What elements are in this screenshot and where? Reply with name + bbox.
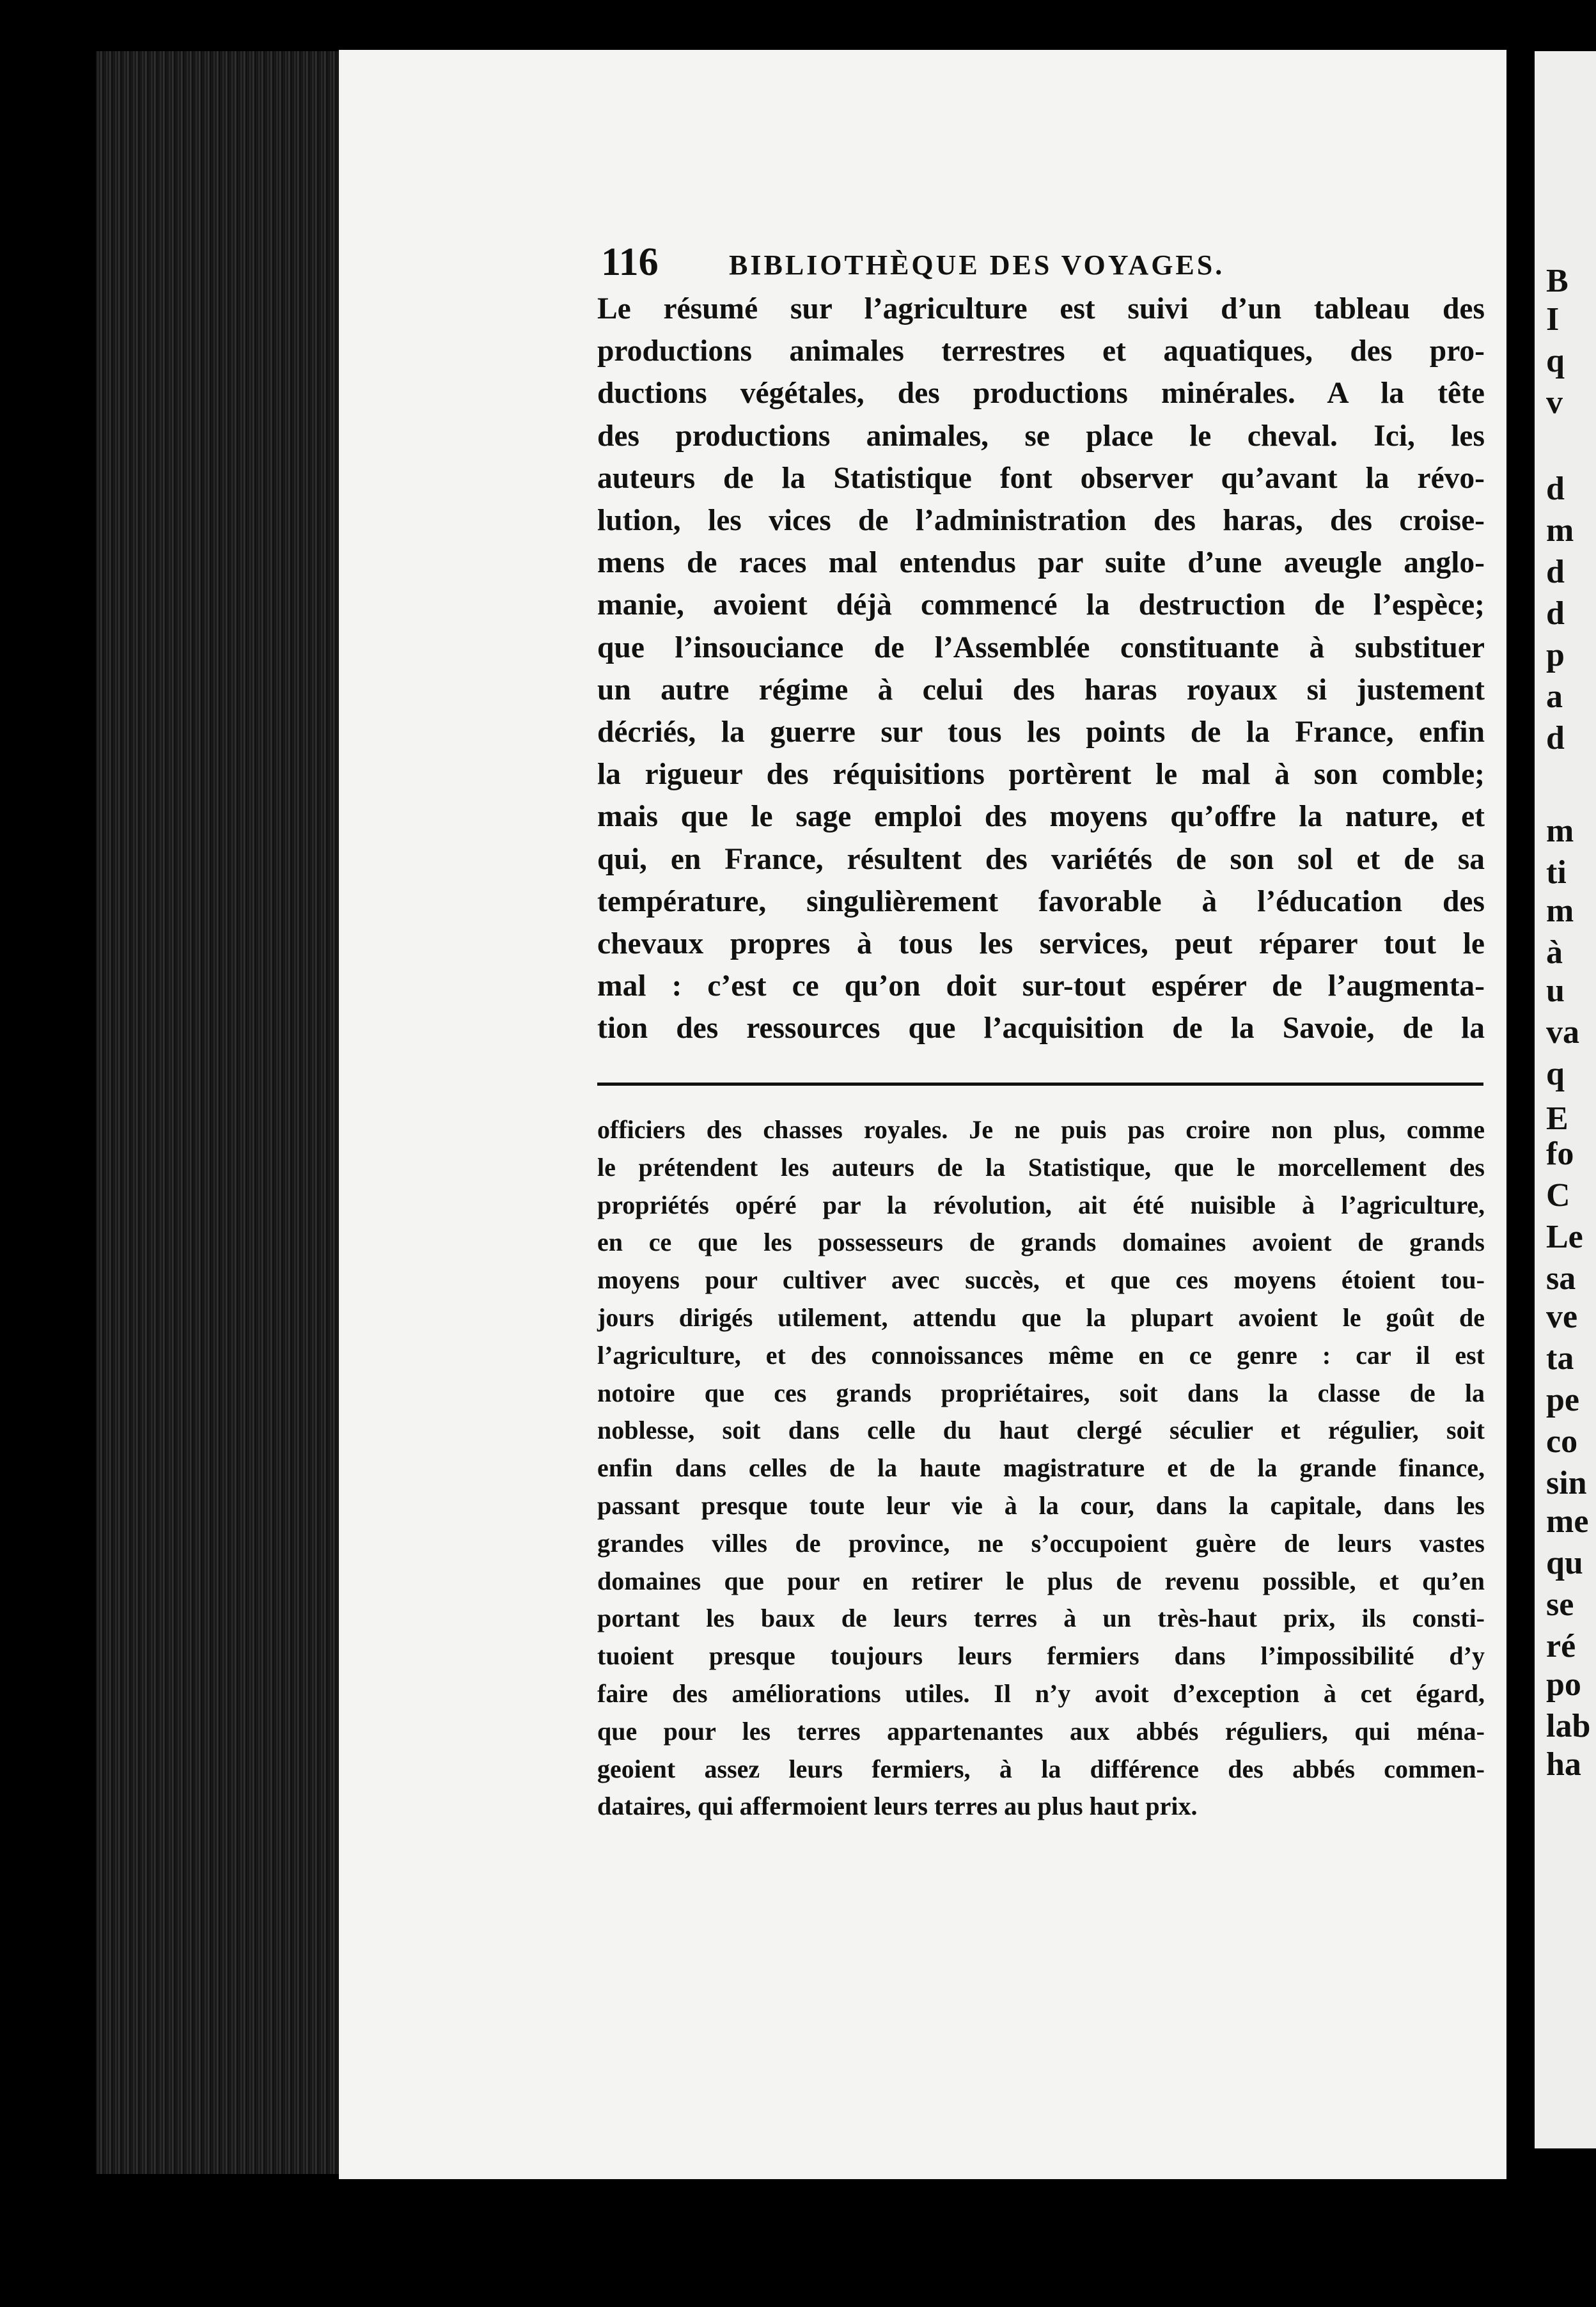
footnote-line: geoient assez leurs fermiers, à la différence des abbés commen- [597,1754,1485,1783]
footnote-rule [597,1083,1483,1086]
page-header [601,240,1362,285]
footnote-line: portant les baux de leurs terres à un très-haut prix, ils consti- [597,1604,1485,1633]
facing-page-fragment: C [1546,1177,1570,1214]
body-line: décriés, la guerre sur tous les points de la France, enfin [597,716,1485,749]
facing-page-fragment: m [1546,813,1574,849]
body-line: qui, en France, résultent des variétés de son sol et de sa [597,842,1485,876]
body-line: mal : c’est ce qu’on doit sur-tout espérer de l’augmenta- [597,969,1485,1003]
facing-page-fragment: q [1546,343,1565,379]
footnote-line: en ce que les possesseurs de grands domaines avoient de grands [597,1228,1485,1257]
footnote-line: tuoient presque toujours leurs fermiers dans l’impossibilité d’y [597,1641,1485,1671]
facing-page-fragment: E [1546,1100,1569,1137]
facing-page-fragment: v [1546,384,1563,421]
footnote-line: notoire que ces grands propriétaires, soit dans la classe de la [597,1378,1485,1407]
facing-page-fragment: pe [1546,1382,1579,1418]
footnote-line: grandes villes de province, ne s’occupoient guère de leurs vastes [597,1528,1485,1558]
body-line: lution, les vices de l’administration des haras, des croise- [597,504,1485,538]
footnote-text [597,1111,1485,1826]
facing-page-fragment: à [1546,934,1563,971]
facing-page-fragment: fo [1546,1136,1574,1172]
running-title: BIBLIOTHÈQUE DES VOYAGES. [729,249,1225,281]
facing-page-fragment: d [1546,554,1565,590]
facing-page-fragment: co [1546,1423,1578,1460]
body-line: la rigueur des réquisitions portèrent le mal à son comble; [597,758,1485,792]
facing-page-fragment: ré [1546,1628,1576,1664]
facing-page-fragment: q [1546,1056,1565,1092]
facing-page-fragment: ta [1546,1340,1574,1377]
facing-page-fragment: a [1546,678,1563,715]
footnote-line: l’agriculture, et des connoissances même en ce genre : car il est [597,1340,1485,1370]
body-line: Le résumé sur l’agriculture est suivi d’un tableau des [597,292,1485,325]
body-line: des productions animales, se place le cheval. Ici, les [597,419,1485,453]
facing-page-fragment: B [1546,263,1569,299]
footnote-line: officiers des chasses royales. Je ne puis pas croire non plus, comme [597,1115,1485,1144]
body-line: tion des ressources que l’acquisition de la Savoie, de la [597,1012,1485,1045]
facing-page-fragment: va [1546,1014,1579,1051]
body-line: que l’insouciance de l’Assemblée constituante à substituer [597,630,1485,664]
facing-page-fragment: lab [1546,1708,1591,1744]
facing-page-fragment: m [1546,893,1574,929]
facing-page-fragment: I [1546,301,1560,338]
body-line: mens de races mal entendus par suite d’une aveugle anglo- [597,546,1485,580]
facing-page-fragment: u [1546,973,1565,1009]
footnote-line: jours dirigés utilement, attendu que la plupart avoient le goût de [597,1302,1485,1332]
body-text [597,288,1485,1050]
footnote-line: enfin dans celles de la haute magistrature et de la grande finance, [597,1453,1485,1483]
facing-page-edge [1535,51,1596,2148]
footnote-line: moyens pour cultiver avec succès, et que ces moyens étoient tou- [597,1265,1485,1295]
footnote-line: propriétés opéré par la révolution, ait été nuisible à l’agriculture, [597,1190,1485,1219]
body-line: un autre régime à celui des haras royaux si justement [597,673,1485,707]
footnote-line: noblesse, soit dans celle du haut clergé séculier et régulier, soit [597,1416,1485,1445]
body-line: température, singulièrement favorable à l’éducation des [597,884,1485,918]
body-line: ductions végétales, des productions minérales. A la tête [597,377,1485,411]
facing-page-fragment: po [1546,1666,1581,1703]
facing-page-fragment: ti [1546,854,1567,891]
body-line: auteurs de la Statistique font observer qu’avant la révo- [597,461,1485,495]
body-line: productions animales terrestres et aquatiques, des pro- [597,334,1485,368]
footnote-line: dataires, qui affermoient leurs terres au plus haut prix. [597,1792,1198,1821]
page-number: 116 [601,240,659,284]
facing-page-fragment: ve [1546,1299,1578,1335]
footnote-line: passant presque toute leur vie à la cour, dans la capitale, dans les [597,1490,1485,1520]
facing-page-fragment: se [1546,1586,1574,1623]
facing-page-fragment: sin [1546,1465,1587,1501]
facing-page-fragment: p [1546,637,1565,673]
facing-page-fragment: ha [1546,1746,1581,1783]
footnote-line: faire des améliorations utiles. Il n’y avoit d’exception à cet égard, [597,1678,1485,1708]
body-line: chevaux propres à tous les services, peut réparer tout le [597,927,1485,961]
footnote-line: domaines que pour en retirer le plus de revenu possible, et qu’en [597,1566,1485,1595]
facing-page-fragment: d [1546,595,1565,632]
footnote-line: que pour les terres appartenantes aux abbés réguliers, qui ména- [597,1716,1485,1746]
book-gutter [96,51,348,2174]
facing-page-fragment: me [1546,1503,1589,1540]
facing-page-fragment: d [1546,720,1565,756]
facing-page-fragment: sa [1546,1260,1576,1297]
facing-page-fragment: qu [1546,1545,1583,1581]
body-line: mais que le sage emploi des moyens qu’offre la nature, et [597,800,1485,834]
facing-page-fragment: m [1546,512,1574,549]
footnote-line: le prétendent les auteurs de la Statistique, que le morcellement des [597,1152,1485,1182]
body-line: manie, avoient déjà commencé la destruction de l’espèce; [597,588,1485,622]
facing-page-fragment: d [1546,471,1565,507]
facing-page-fragment: Le [1546,1219,1583,1255]
